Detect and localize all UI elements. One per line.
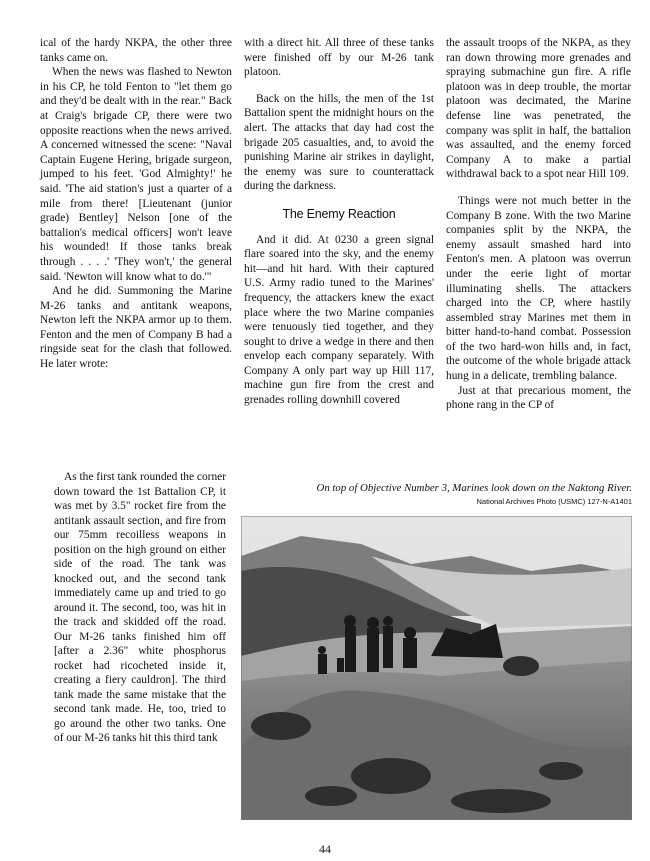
paragraph: And he did. Summoning the Marine M-26 tanks and antitank weapons, Newton left the NKPA armor up to them. Fenton and the men of Company B had a ringside seat for the clash that followed. He later wrote: [40,285,232,371]
paragraph: When the news was flashed to Newton in his CP, he told Fenton to "let them go and they'd be dealt with in the rear." Back at Craig's brigade CP, there were two opposite reactions when the news arrived. A concerned witnessed the scene: "Naval Captain Eugene Hering, brigade surgeon, jumped to his feet. 'God Almighty!' he said. 'The aid station's just a quarter of a mile from there! [Lieutenant (junior grade) Bentley] Nelson [one of the battalion's medical officers] won't leave his wounded! If those tanks break through . . . .' 'They won't,' the general said. 'Newton will know what to do.'" [40,66,232,283]
paragraph: ical of the hardy NKPA, the other three tanks came on. [40,37,232,64]
page-number: 44 [319,842,331,856]
photograph [241,516,632,820]
paragraph: Back on the hills, the men of the 1st Battalion spent the midnight hours on the alert. The attacks that day had cost the brigade 205 casualties, and, to avoid the punishing Marine air strikes in daylight, the enemy was sure to counterattack during the darkness. [244,92,434,193]
caption-text: On top of Objective Number 3, Marines look down on the Naktong River. [316,482,632,494]
text-column-2 [244,36,434,408]
paragraph: Just at that precarious moment, the phone rang in the CP of [446,384,631,412]
photo-credit: National Archives Photo (USMC) 127-N-A1401 [476,497,632,506]
paragraph: with a direct hit. All three of these tanks were finished off by our M-26 tank platoon. [244,37,434,79]
photo-caption [244,482,632,507]
paragraph: And it did. At 0230 a green signal flare soared into the sky, and the enemy hit—and hit hard. With their captured U.S. Army radio tuned to the Marines' frequency, the attackers knew the exact place where the two Marine companies were tenuously tied together, and they sought to drive a wedge in there and then envelop each company separately. With Company A only part way up Hill 117, machine gun fire from the crest and grenades rolling downhill covered [244,233,434,407]
photo-illustration [241,516,632,820]
paragraph: Things were not much better in the Company B zone. With the two Marine companies split by the NKPA, the enemy assault smashed hard into Fenton's men. A platoon was overrun under the eerie light of mortar illuminating shells. The attackers charged into the CP, where hastily assembled stray Marines met them in bitter hand-to-hand combat. Possession of the two hard-won hills and, in fact, the outcome of the whole brigade attack hung in a delicate, trembling balance. [446,194,631,383]
text-column-1 [40,36,232,372]
section-heading: The Enemy Reaction [282,206,396,221]
quote-text: As the first tank rounded the corner down toward the 1st Battalion CP, it was met by 3.5" rocket fire from the antitank assault section, and fire from our 75mm recoilless weapons in position on the high ground on either side of the road. The tank was knocked out, and the second tank immediately came up and tried to go around it. The second, too, was hit in the track and skidded off the road. Our M-26 tanks finished him off [after a 2.36" white phosphorus rocket had ricocheted inside it, creating a fiery cauldron]. The third tank made the same mistake that the second tank made. He, too, tried to go around the other two tanks. One of our M-26 tanks hit this third tank [54,471,226,744]
block-quote [54,470,226,746]
paragraph: the assault troops of the NKPA, as they ran down throwing more grenades and spraying submachine gun fire. A rifle platoon was in deep trouble, the mortar platoon was decimated, the Marine defense line was penetrated, the company was split in half, the battalion was assaulted, and the enemy forced Company A to make a partial withdrawal back to a spot near Hill 109. [446,37,631,181]
text-column-3 [446,36,631,413]
